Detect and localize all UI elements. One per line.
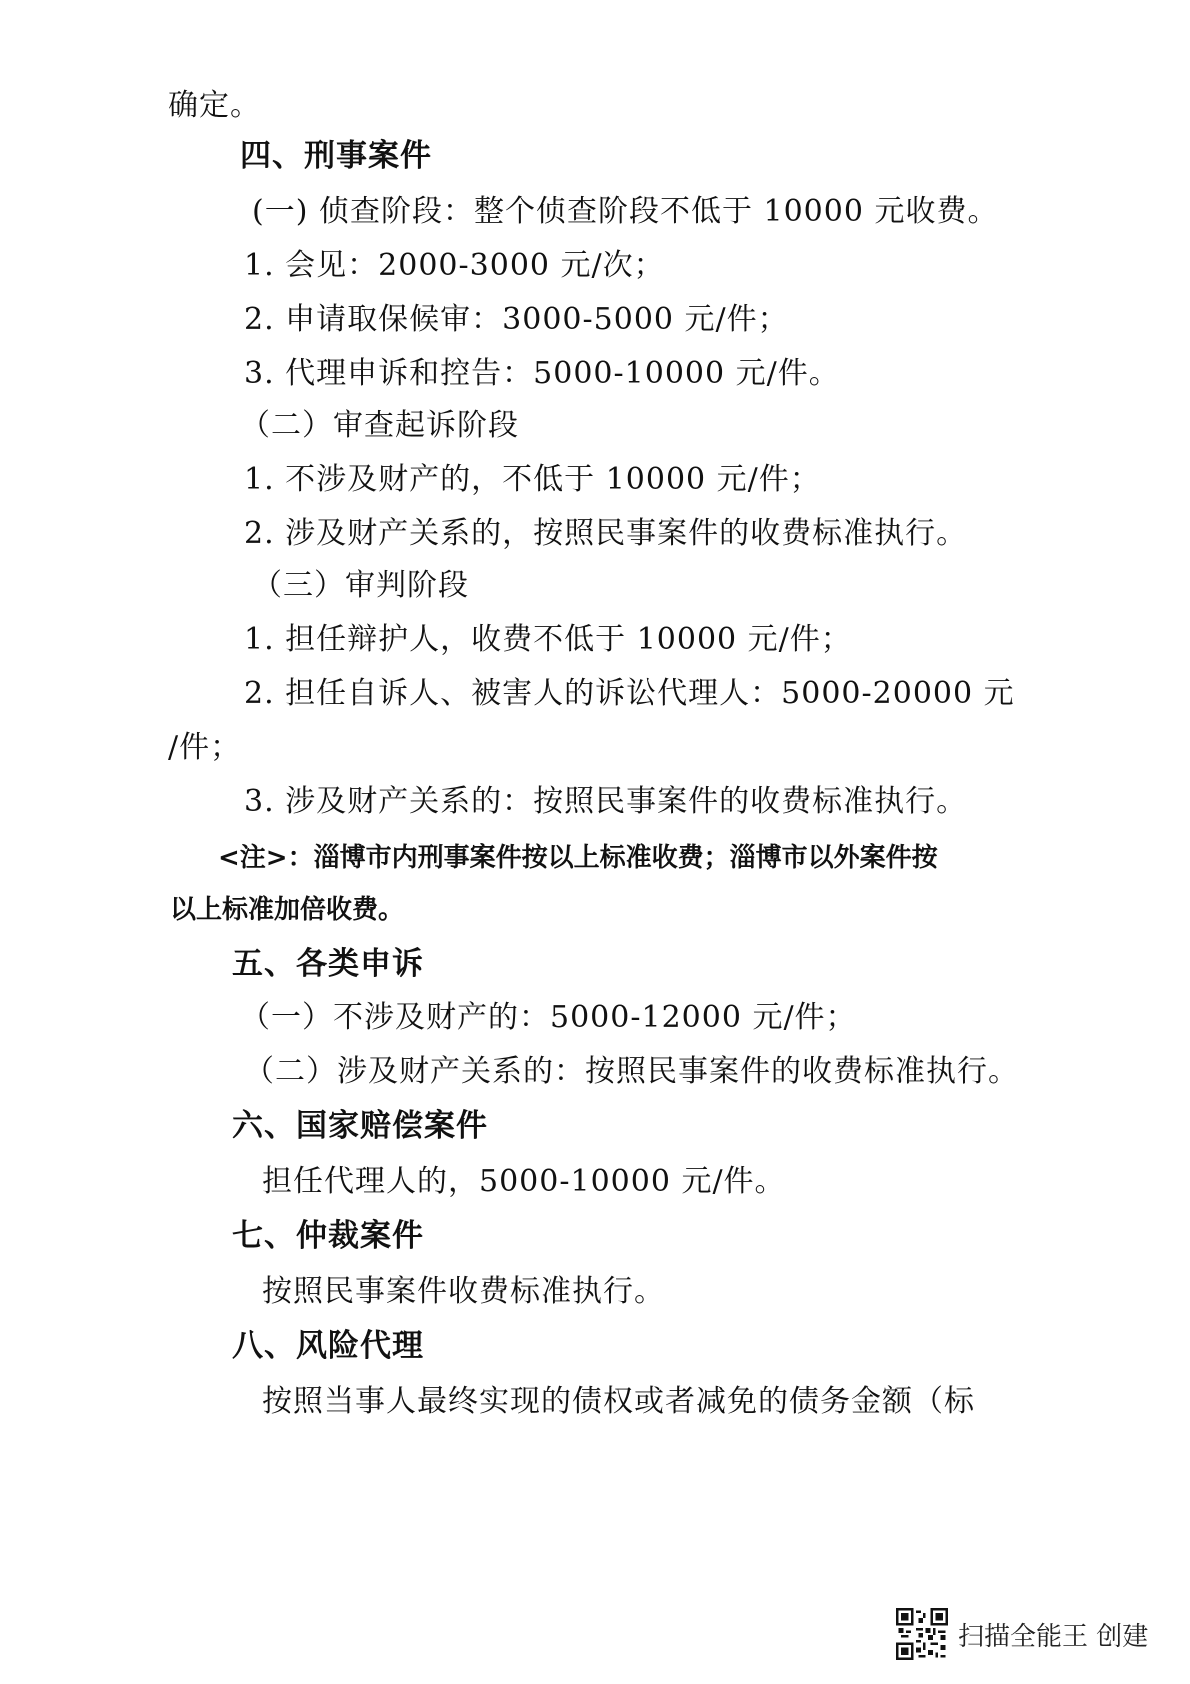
subsection-heading: （三）审判阶段 [252, 568, 469, 603]
text-line: （二）涉及财产关系的：按照民事案件的收费标准执行。 [244, 1054, 1019, 1089]
text-line: 2. 申请取保候审：3000-5000 元/件； [244, 302, 789, 337]
section-heading: 七、仲裁案件 [232, 1218, 424, 1254]
text-line: 按照民事案件收费标准执行。 [262, 1274, 665, 1309]
section-heading: 六、国家赔偿案件 [232, 1108, 488, 1144]
text-line: 2. 担任自诉人、被害人的诉讼代理人：5000-20000 元 [244, 676, 1015, 711]
text-line: 按照当事人最终实现的债权或者减免的债务金额（标 [262, 1384, 975, 1419]
qr-code-icon [896, 1608, 948, 1660]
text-line: 担任代理人的，5000-10000 元/件。 [262, 1164, 786, 1199]
note-line: 以上标准加倍收费。 [170, 895, 405, 925]
section-heading: 八、风险代理 [232, 1328, 424, 1364]
text-line: 3. 代理申诉和控告：5000-10000 元/件。 [244, 356, 840, 391]
section-heading: 四、刑事案件 [240, 138, 432, 174]
text-line: 2. 涉及财产关系的，按照民事案件的收费标准执行。 [244, 516, 968, 551]
text-line: 确定。 [168, 88, 261, 123]
text-line: 1. 会见：2000-3000 元/次； [244, 248, 665, 283]
section-heading: 五、各类申诉 [232, 946, 424, 982]
text-line: 1. 不涉及财产的，不低于 10000 元/件； [244, 462, 821, 497]
text-line: (一) 侦查阶段：整个侦查阶段不低于 10000 元收费。 [252, 194, 999, 229]
subsection-heading: （二）审查起诉阶段 [240, 408, 519, 443]
scanner-watermark [896, 1608, 1148, 1660]
text-line: 1. 担任辩护人，收费不低于 10000 元/件； [244, 622, 852, 657]
text-line: /件； [168, 730, 242, 765]
text-line: （一）不涉及财产的：5000-12000 元/件； [240, 1000, 857, 1035]
text-line: 3. 涉及财产关系的：按照民事案件的收费标准执行。 [244, 784, 968, 819]
watermark-text: 扫描全能王 创建 [958, 1621, 1149, 1652]
note-line: <注>：淄博市内刑事案件按以上标准收费；淄博市以外案件按 [218, 843, 938, 873]
